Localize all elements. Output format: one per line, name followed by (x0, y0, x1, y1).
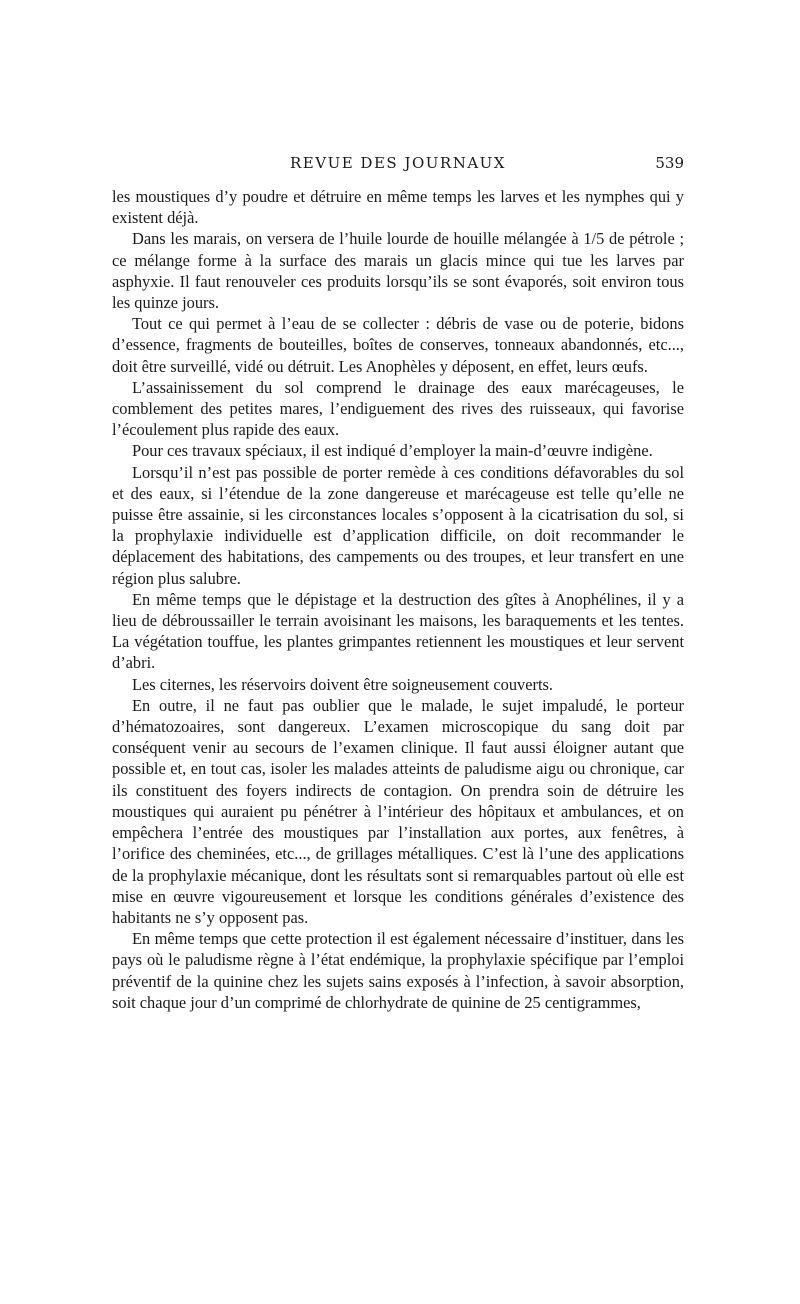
paragraph-deplacement: Lorsqu’il n’est pas possible de porter remède à ces conditions défavorables du sol et des eaux, si l’étendue de la zone dangereuse et marécageuse est telle qu’elle ne puisse être assainie, si les circonstances locales s’opposent à la cicatrisation du sol, si la prophylaxie individuelle est d’application difficile, on doit recommander le déplacement des habitations, des campements ou des troupes, et leur transfert en une région plus salubre. (112, 462, 684, 588)
paragraph-debroussaillage: En même temps que le dépistage et la destruction des gîtes à Anophélines, il y a lieu de débroussailler le terrain avoisinant les maisons, les baraquements et les tentes. La végétation touffue, les plantes grimpantes retiennent les moustiques et leur servent d’abri. (112, 589, 684, 673)
body-text (112, 186, 684, 1013)
running-head (112, 152, 684, 178)
page-number: 539 (655, 154, 684, 172)
paragraph-quinine: En même temps que cette protection il est également nécessaire d’instituer, dans les pays où le paludisme règne à l’état endémique, la prophylaxie spécifique par l’emploi préventif de la quinine chez les sujets sains exposés à l’infection, à savoir absorption, soit chaque jour d’un comprimé de chlorhydrate de quinine de 25 centigrammes, (112, 929, 684, 1012)
paragraph-main-oeuvre: Pour ces travaux spéciaux, il est indiqué d’employer la main-d’œuvre indigène. (132, 441, 653, 461)
paragraph-citernes: Les citernes, les réservoirs doivent être soigneusement couverts. (132, 674, 554, 694)
paragraph-assainissement: L’assainissement du sol comprend le drainage des eaux marécageuses, le comblement des petites mares, l’endiguement des rives des ruisseaux, qui favorise l’écoulement plus rapide des eaux. (112, 377, 684, 440)
paragraph-collecte-eau: Tout ce qui permet à l’eau de se collecter : débris de vase ou de poterie, bidons d’essence, fragments de bouteilles, boîtes de conserves, tonneaux abandonnés, etc..., doit être surveillé, vidé ou détruit. Les Anophèles y déposent, en effet, leurs œufs. (112, 314, 684, 376)
paragraph-malades: En outre, il ne faut pas oublier que le malade, le sujet impaludé, le porteur d’hématozoaires, sont dangereux. L’examen microscopique du sang doit par conséquent venir au secours de l’examen clinique. Il faut aussi éloigner autant que possible et, en tout cas, isoler les malades atteints de paludisme aigu ou chronique, car ils constituent des foyers indirects de contagion. On prendra soin de détruire les moustiques qui auraient pu pénétrer à l’intérieur des hôpitaux et ambulances, et on empêchera l’entrée des moustiques par l’installation aux portes, aux fenêtres, à l’orifice des cheminées, etc..., de grillages métalliques. C’est là l’une des applications de la prophylaxie mécanique, dont les résultats sont si remarquables partout où elle est mise en œuvre vigoureusement et lorsque les conditions générales d’existence des habitants ne s’y opposent pas. (112, 695, 684, 927)
paragraph-marais: Dans les marais, on versera de l’huile lourde de houille mélangée à 1/5 de pétrole ; ce mélange forme à la surface des marais un glacis mince qui tue les larves par asphyxie. Il faut renouveler ces produits lorsqu’ils se sont évaporés, soit environ tous les quinze jours. (112, 229, 684, 313)
paragraph-continuation: les moustiques d’y poudre et détruire en même temps les larves et les nymphes qui y existent déjà. (112, 187, 684, 228)
running-title: REVUE DES JOURNAUX (290, 154, 506, 172)
